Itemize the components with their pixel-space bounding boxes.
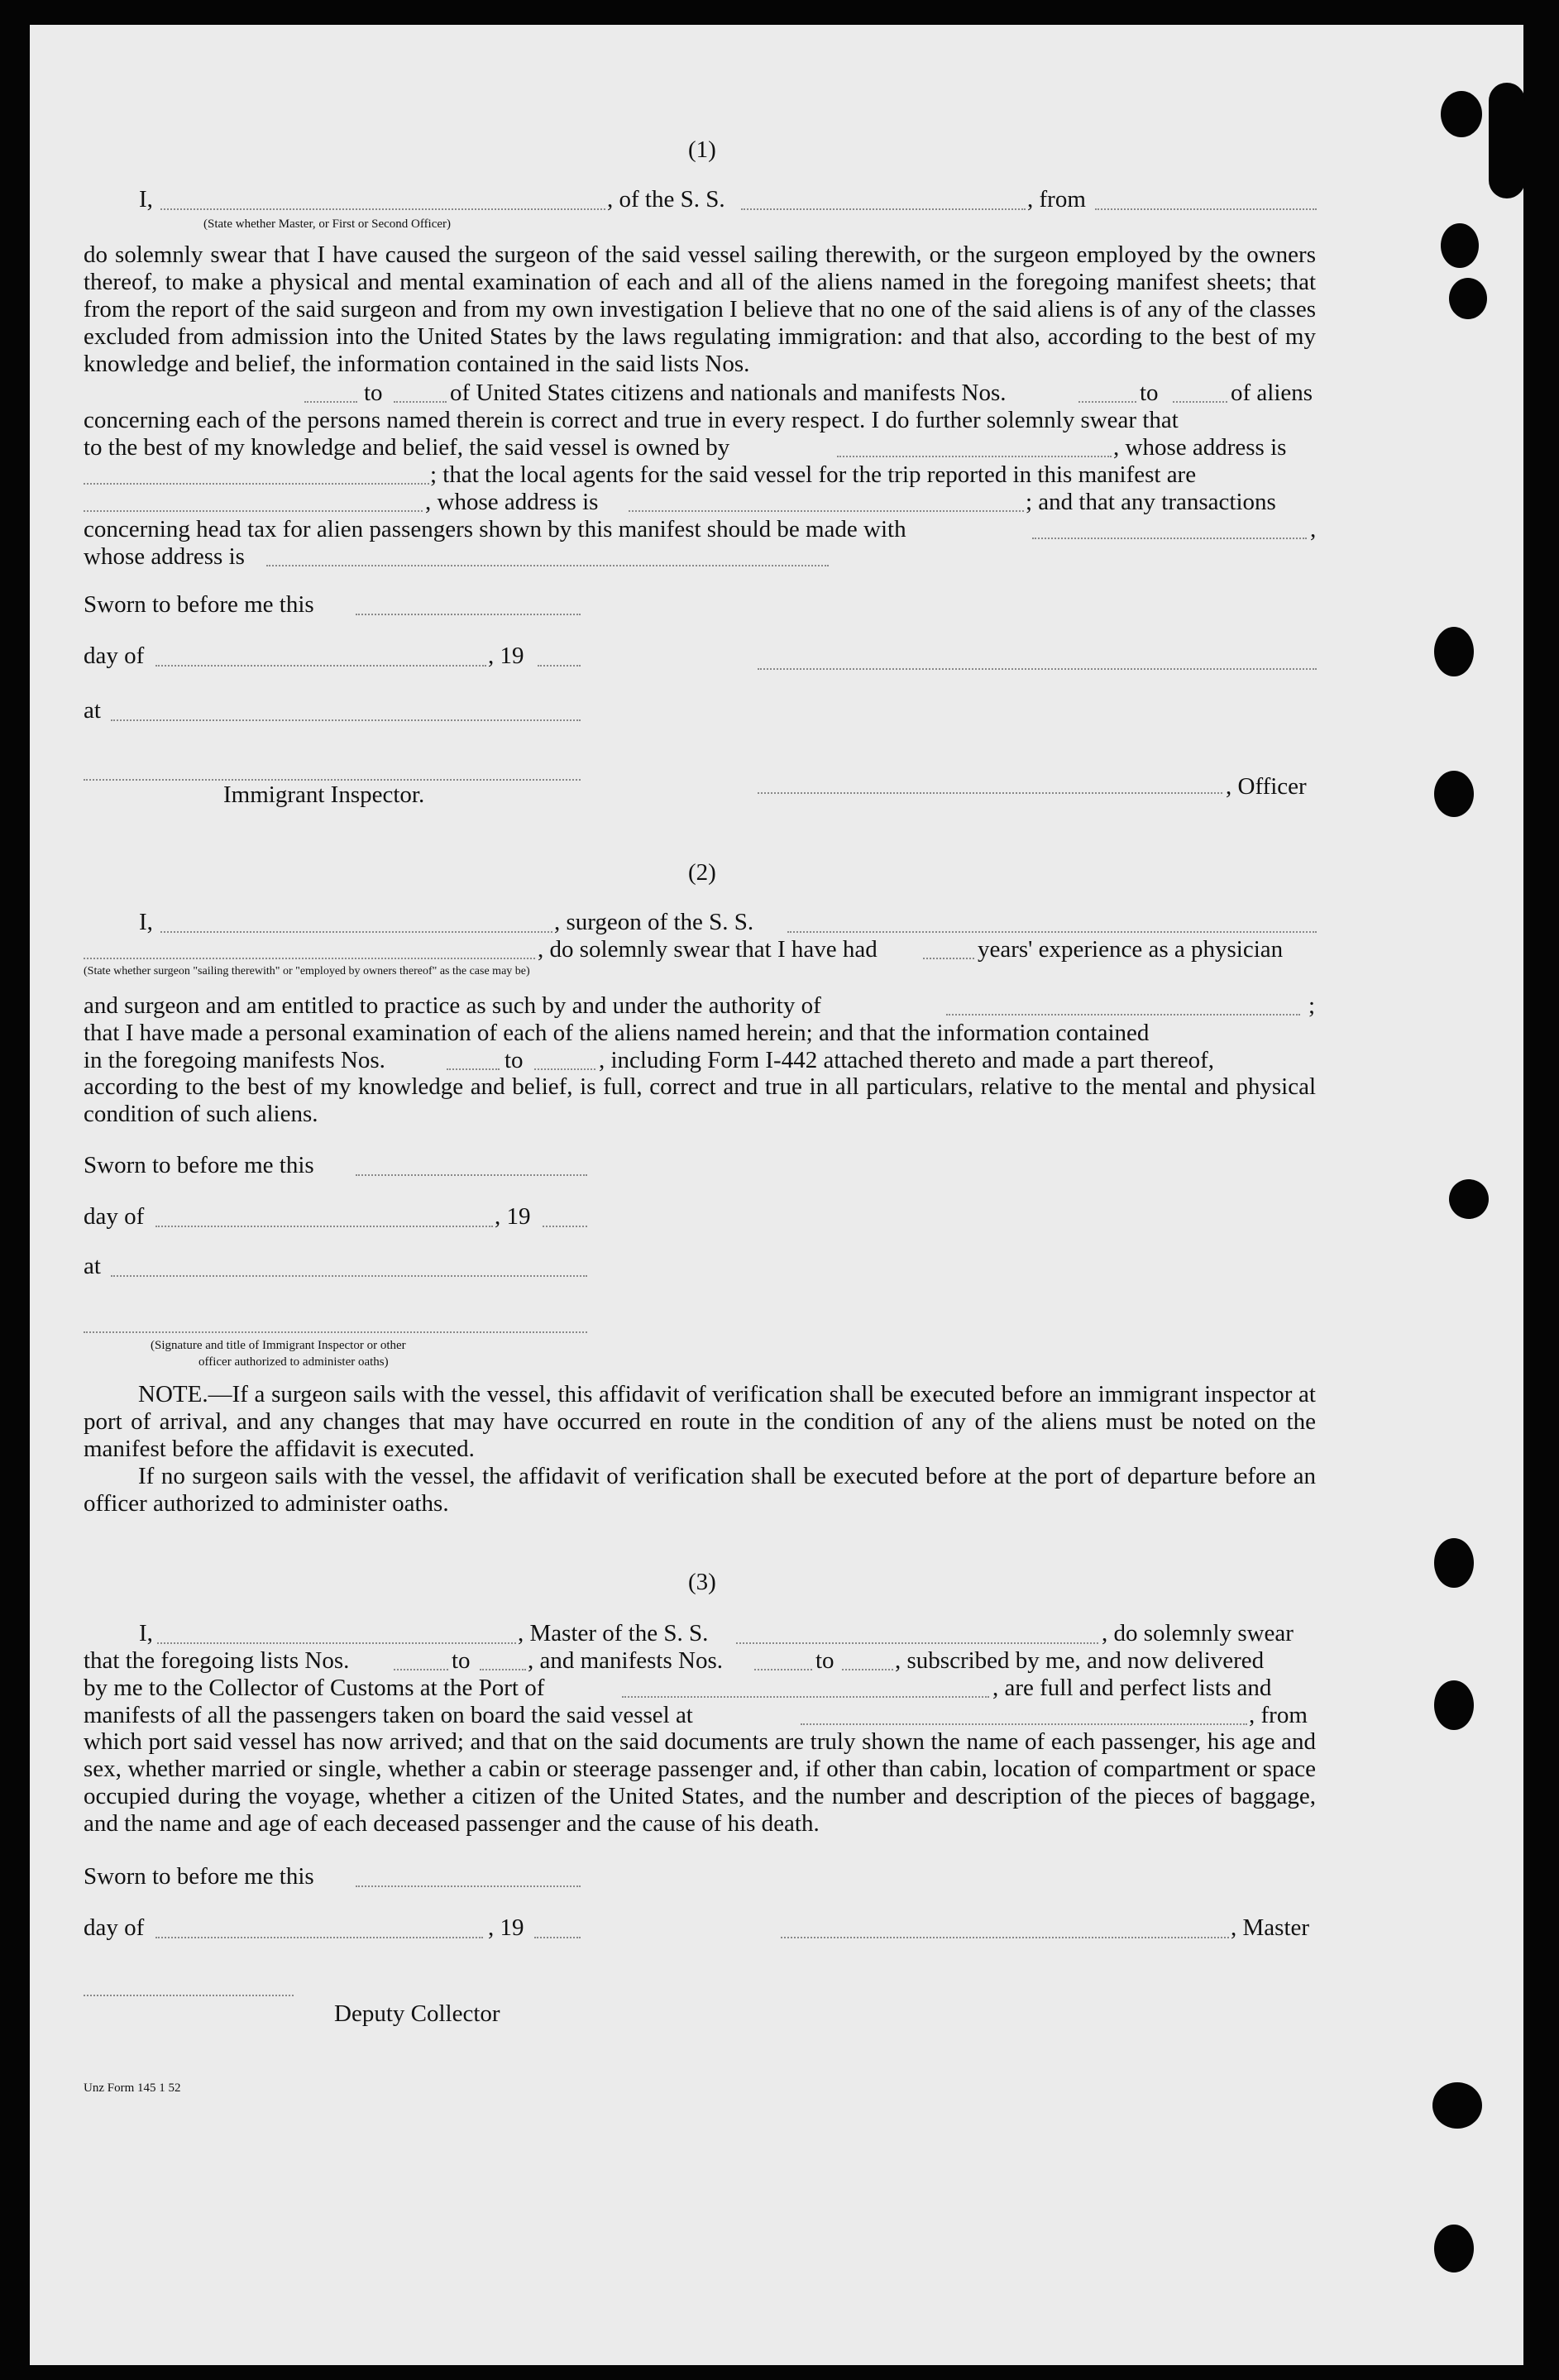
deputy-collector-label: Deputy Collector (334, 2000, 500, 2027)
manifests-to-field[interactable] (1173, 401, 1227, 403)
day-of-label: day of (84, 1914, 145, 1941)
to-label: to (815, 1647, 834, 1674)
agents-address-label: , whose address is (425, 489, 599, 515)
sworn-label: Sworn to before me this (84, 1863, 314, 1890)
taken-on-board-label: manifests of all the passengers taken on board the said vessel at (84, 1702, 693, 1728)
punch-hole (1434, 1680, 1474, 1730)
from-label: , from (1027, 186, 1086, 213)
years-field[interactable] (923, 958, 974, 959)
manifests-from-field[interactable] (754, 1669, 812, 1670)
punch-hole (1432, 2082, 1482, 2129)
officer-signature-field[interactable] (758, 668, 1317, 670)
year-field[interactable] (538, 665, 581, 667)
full-lists-label: , are full and perfect lists and (992, 1675, 1272, 1701)
comma-mark: , (1310, 516, 1317, 542)
semicolon-mark: ; (1308, 992, 1316, 1019)
officer-title-field[interactable] (160, 208, 605, 210)
punch-hole (1434, 1538, 1474, 1588)
manifests-to-field[interactable] (842, 1669, 893, 1670)
officer-label: , Officer (1226, 773, 1307, 800)
master-oath-text: which port said vessel has now arrived; and that on the said documents are truly shown the name of each passenger, his age and sex, whether married or single, whether a cabin or steerage passenger and, if other than cabin, location of compartment or space occupied during the voyage, whether a citizen of the United States, and the number and description of the pieces of baggage, and the name and age of each deceased passenger and the cause of his death. (84, 1728, 1316, 1837)
lists-from-field[interactable] (304, 401, 357, 403)
punch-hole (1441, 91, 1482, 137)
year-label: , 19 (495, 1203, 531, 1230)
head-tax-label: concerning head tax for alien passengers shown by this manifest should be made with (84, 516, 906, 542)
master-paragraph (84, 1728, 1316, 1838)
pronoun-label: I, (139, 1620, 153, 1646)
day-of-label: day of (84, 643, 145, 669)
master-ship-field[interactable] (736, 1642, 1098, 1644)
surgeon-type-field[interactable] (84, 958, 535, 959)
surgeon-paragraph (84, 1073, 1316, 1128)
authority-field[interactable] (946, 1014, 1300, 1016)
manifests-from-field[interactable] (1078, 401, 1136, 403)
oath-text: do solemnly swear that I have caused the surgeon of the said vessel sailing therewith, or the surgeon employed by the owners thereof, to make a physical and mental examination of each and all of the aliens named in the foregoing manifest sheets; that from the report of the said surgeon and from my own investigation I believe that no one of the said aliens is of any of the classes excluded from admission into the United States by the laws regulating immigration: and that also, according to the best of my knowledge and belief, the information contained in the said lists Nos. (84, 241, 1316, 377)
surgeon-name-field[interactable] (160, 931, 552, 933)
sworn-day-field[interactable] (356, 614, 581, 615)
head-tax-address-label: whose address is (84, 543, 245, 570)
inspector-signature-field[interactable] (84, 1331, 587, 1333)
punch-hole (1434, 2225, 1474, 2272)
punch-hole (1449, 1179, 1489, 1219)
punch-hole (1449, 278, 1487, 319)
owner-label: to the best of my knowledge and belief, the said vessel is owned by (84, 434, 730, 461)
lists-from-field[interactable] (394, 1669, 448, 1670)
local-agents-label: ; that the local agents for the said vessel for the trip reported in this manifest are (430, 461, 1197, 488)
punch-hole (1441, 223, 1479, 268)
ship-name-field[interactable] (741, 208, 1026, 210)
surgeon-type-note: (State whether surgeon "sailing therewith" or "employed by owners thereof" as the case may be) (84, 965, 530, 977)
punch-hole (1434, 627, 1474, 676)
at-label: at (84, 697, 101, 724)
officer-title-signature-field[interactable] (758, 792, 1222, 794)
master-signature-field[interactable] (781, 1937, 1229, 1938)
form-identifier: Unz Form 145 1 52 (84, 2081, 181, 2095)
punch-hole (1489, 83, 1525, 198)
port-field[interactable] (622, 1696, 989, 1698)
master-name-field[interactable] (157, 1642, 516, 1644)
owner-field[interactable] (837, 456, 1112, 457)
examination-text: that I have made a personal examination of each of the aliens named herein; and that the information contained (84, 1020, 1150, 1046)
at-place-field[interactable] (111, 719, 581, 721)
year-field[interactable] (543, 1226, 587, 1227)
sworn-label: Sworn to before me this (84, 1152, 314, 1178)
section-number: (3) (688, 1569, 716, 1595)
signature-note: officer authorized to administer oaths) (198, 1355, 389, 1369)
owner-address-label: , whose address is (1113, 434, 1287, 461)
month-field[interactable] (155, 1937, 483, 1938)
ship-label: , of the S. S. (607, 186, 725, 213)
surgeon-of-label: , surgeon of the S. S. (554, 909, 754, 935)
master-of-label: , Master of the S. S. (518, 1620, 709, 1646)
boarding-port-field[interactable] (801, 1723, 1247, 1725)
to-label: to (1140, 380, 1159, 406)
section-number: (2) (688, 859, 716, 886)
at-place-field[interactable] (111, 1275, 587, 1277)
year-label: , 19 (488, 643, 524, 669)
head-tax-agent-field[interactable] (1032, 538, 1307, 539)
head-tax-address-field[interactable] (266, 565, 829, 566)
note-paragraph (84, 1381, 1316, 1517)
foregoing-manifests-label: in the foregoing manifests Nos. (84, 1047, 385, 1073)
master-label: , Master (1231, 1914, 1310, 1941)
lists-to-field[interactable] (394, 401, 447, 403)
day-of-label: day of (84, 1203, 145, 1230)
manifests-nos-label: , and manifests Nos. (528, 1647, 723, 1674)
aliens-label: of aliens (1231, 380, 1313, 406)
pronoun-label: I, (139, 186, 153, 213)
transactions-label: ; and that any transactions (1026, 489, 1276, 515)
lists-to-field[interactable] (480, 1669, 526, 1670)
month-field[interactable] (155, 665, 486, 667)
note-surgeon-sails: NOTE.—If a surgeon sails with the vessel, this affidavit of verification shall be executed before an immigrant inspector at port of arrival, and any changes that may have occurred en route in the condition of any of the aliens must be noted on the manifest before the affidavit is executed. (84, 1381, 1316, 1462)
deputy-collector-signature-field[interactable] (84, 1995, 294, 1996)
year-field[interactable] (534, 1937, 581, 1938)
sworn-day-field[interactable] (356, 1885, 581, 1887)
note-no-surgeon: If no surgeon sails with the vessel, the affidavit of verification shall be executed before at the port of departure before an officer authorized to administer oaths. (84, 1463, 1316, 1517)
to-label: to (364, 380, 383, 406)
oath-text-continued: concerning each of the persons named therein is correct and true in every respect. I do further solemnly swear that (84, 407, 1179, 433)
us-citizens-label: of United States citizens and nationals and manifests Nos. (450, 380, 1007, 406)
pronoun-label: I, (139, 909, 153, 935)
foregoing-lists-label: that the foregoing lists Nos. (84, 1647, 350, 1674)
section-number: (1) (688, 136, 716, 163)
year-label: , 19 (488, 1914, 524, 1941)
to-label: to (452, 1647, 471, 1674)
immigrant-inspector-label: Immigrant Inspector. (223, 781, 425, 808)
sworn-label: Sworn to before me this (84, 591, 314, 618)
local-agents-field[interactable] (84, 510, 423, 512)
punch-hole (1434, 771, 1474, 817)
solemnly-swear-label: , do solemnly swear that I have had (538, 936, 878, 963)
from-port-field[interactable] (1095, 208, 1317, 210)
surgeon-oath-text: according to the best of my knowledge and belief, is full, correct and true in all particulars, relative to the mental and physical condition of such aliens. (84, 1073, 1316, 1127)
including-form-label: , including Form I-442 attached thereto and made a part thereof, (599, 1047, 1215, 1073)
owner-address-field[interactable] (84, 483, 429, 485)
oath-paragraph (84, 241, 1316, 378)
years-experience-label: years' experience as a physician (978, 936, 1284, 963)
signature-note: (Signature and title of Immigrant Inspector or other (151, 1339, 406, 1352)
do-solemnly-label: , do solemnly swear (1102, 1620, 1294, 1646)
from-label: , from (1249, 1702, 1308, 1728)
to-label: to (505, 1047, 524, 1073)
authority-label: and surgeon and am entitled to practice as such by and under the authority of (84, 992, 821, 1019)
collector-port-label: by me to the Collector of Customs at the Port of (84, 1675, 545, 1701)
subscribed-label: , subscribed by me, and now delivered (895, 1647, 1265, 1674)
officer-title-note: (State whether Master, or First or Second Officer) (203, 217, 452, 231)
agents-address-field[interactable] (629, 510, 1024, 512)
sworn-day-field[interactable] (356, 1174, 587, 1176)
surgeon-ship-field[interactable] (787, 931, 1317, 933)
manifests-from-field[interactable] (447, 1068, 500, 1070)
month-field[interactable] (155, 1226, 493, 1227)
manifests-to-field[interactable] (534, 1068, 595, 1070)
at-label: at (84, 1253, 101, 1279)
